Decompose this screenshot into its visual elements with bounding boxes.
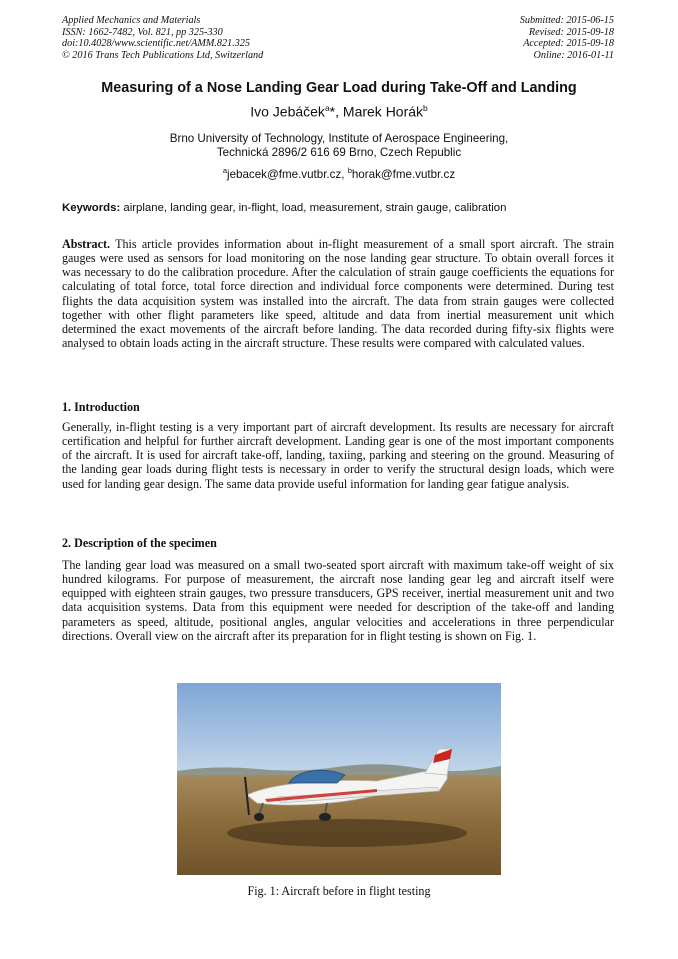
journal-issn: ISSN: 1662-7482, Vol. 821, pp 325-330: [62, 26, 223, 38]
keywords: [62, 202, 622, 214]
affiliation-line: Technická 2896/2 616 69 Brno, Czech Republic: [216, 146, 462, 159]
author-affil-mark: a: [324, 103, 330, 113]
section-body: Generally, in-flight testing is a very important part of aircraft development. Its results are necessary for aircraft certification and helpful for further aircraft development. Landing gear is one of the most important components of the aircraft. It is used for aircraft take-off, landing, taxiing, parking and steering on the ground. Measuring of the landing gear loads during flight tests is necessary in order to verify the structural design loads, which were used for landing gear design. The same data provide useful information for landing gear fatigue analysis.: [62, 420, 614, 491]
author-line: [0, 103, 678, 120]
affiliation: [0, 132, 678, 160]
author-name: Marek Horák: [342, 103, 424, 120]
paper-title: Measuring of a Nose Landing Gear Load during Take-Off and Landing: [101, 80, 577, 96]
corresponding-mark: *,: [329, 103, 343, 120]
section-body: The landing gear load was measured on a small two-seated sport aircraft with maximum take-off weight of six hundred kilograms. For purpose of measurement, the aircraft nose landing gear leg and aircraft itself were equipped with eighteen strain gauges, two pressure transducers, GPS receiver, inertial measurement unit and two data acquisition systems. Data from this equipment were needed for description of the take-off and landing parameters as speed, altitude, positional angles, angular velocities and accelerations in three perpendicular directions. Overall view on the aircraft after its preparation for in flight testing is shown on Fig. 1.: [62, 558, 614, 643]
date-online: Online: 2016-01-11: [533, 49, 614, 61]
journal-copyright: © 2016 Trans Tech Publications Ltd, Switzerland: [62, 49, 264, 61]
journal-name: Applied Mechanics and Materials: [62, 15, 201, 26]
email-mark: b: [347, 166, 352, 175]
abstract: [62, 237, 614, 350]
keywords-label: Keywords:: [62, 202, 121, 214]
journal-doi: doi:10.4028/www.scientific.net/AMM.821.325: [62, 38, 250, 50]
journal-header: [62, 15, 263, 61]
nose-wheel: [254, 813, 264, 821]
abstract-text: This article provides information about in-flight measurement of a small sport aircraft. The strain gauges were used as sensors for load monitoring on the nose landing gear structure. To obtain overall forces it was necessary to do the calibration procedure. After the calculation of strain gauge coefficients the equations for calculating of total force, total force direction and individual force components were determined. During test flights the data acquisition system was installed into the aircraft. The data from strain gauges were collected together with other flight parameters like speed, altitude and data from inertial measurement unit which determined the exact movements of the aircraft before landing. The data recorded during fifty-six flights were analysed to obtain loads acting in the aircraft structure. These results were compared with calculated values.: [62, 237, 614, 351]
author-emails: [0, 166, 678, 181]
date-submitted: Submitted: 2015-06-15: [519, 15, 614, 26]
section-heading: 1. Introduction: [62, 400, 140, 414]
email-link[interactable]: horak@fme.vutbr.cz: [351, 167, 456, 181]
affiliation-line: Brno University of Technology, Institute of Aerospace Engineering,: [169, 132, 509, 145]
author-name: Ivo Jebáček: [250, 103, 325, 120]
email-mark: a: [222, 166, 228, 175]
abstract-label: Abstract.: [62, 237, 111, 251]
keywords-text: airplane, landing gear, in-flight, load, measurement, strain gauge, calibration: [120, 202, 507, 214]
date-accepted: Accepted: 2015-09-18: [523, 38, 614, 50]
email-link[interactable]: jebacek@fme.vutbr.cz,: [227, 167, 348, 181]
aircraft-photo: [177, 683, 501, 875]
figure-caption: Fig. 1: Aircraft before in flight testing: [247, 884, 431, 898]
aircraft-shadow: [227, 819, 467, 847]
main-wheel: [319, 813, 331, 821]
section-heading: 2. Description of the specimen: [62, 536, 217, 550]
author-affil-mark: b: [423, 103, 428, 113]
date-revised: Revised: 2015-09-18: [528, 26, 614, 38]
dates-header: [520, 15, 614, 61]
